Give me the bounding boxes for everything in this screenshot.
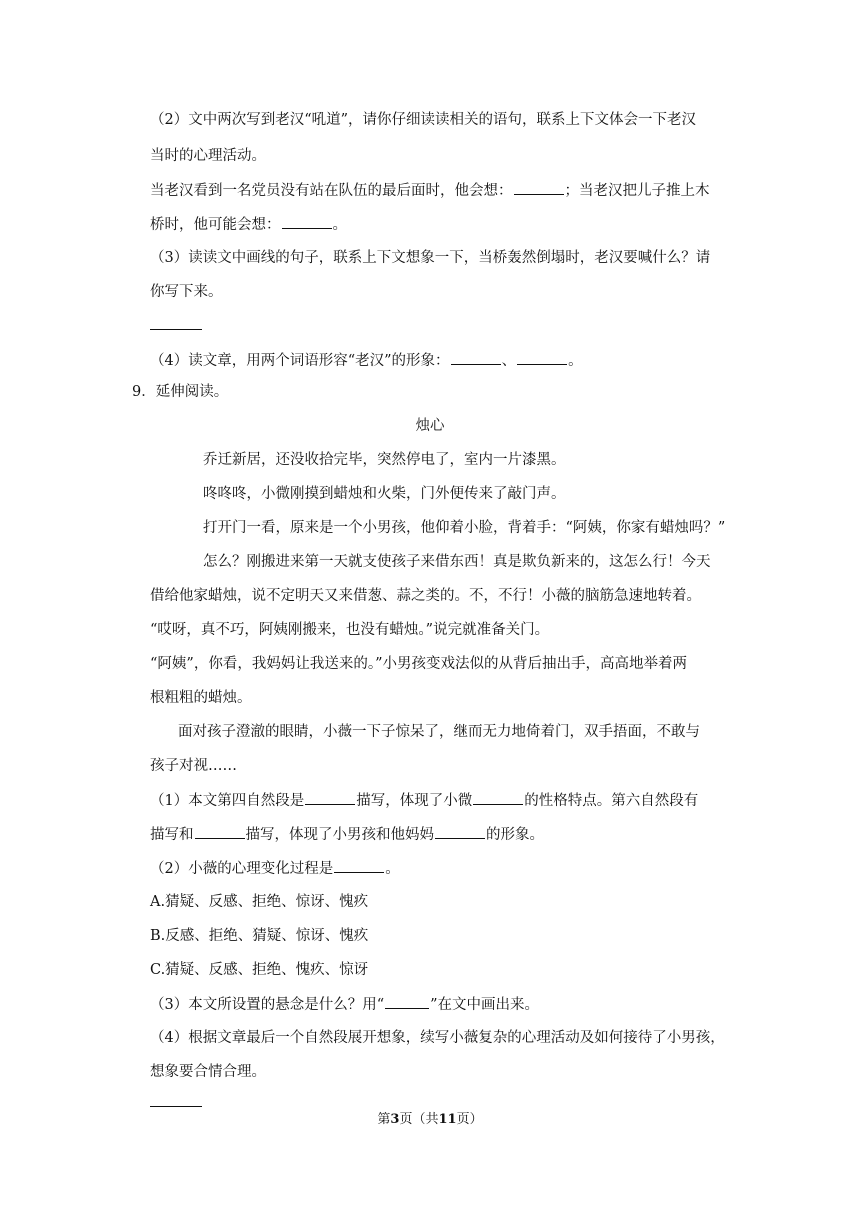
- passage-para5: “哎呀，真不巧，阿姨刚搬来，也没有蜡烛。”说完就准备关门。: [150, 622, 550, 638]
- passage-para3: 打开门一看，原来是一个小男孩，他仰着小脸，背着手：“阿姨，你家有蜡烛吗？”: [203, 520, 726, 536]
- option-c[interactable]: C.猜疑、反感、拒绝、愧疚、惊讶: [150, 962, 369, 978]
- q8-part2-line2: 当时的心理活动。: [150, 148, 266, 164]
- passage-para7-line1: 面对孩子澄澈的眼睛，小薇一下子惊呆了，继而无力地倚着门，双手捂面，不敢与: [178, 724, 700, 740]
- option-b[interactable]: B.反感、拒绝、猜疑、惊讶、愧疚: [150, 928, 369, 944]
- passage-para4-line1: 怎么？刚搬进来第一天就支使孩子来借东西！真是欺负新来的，这怎么行！今天: [203, 554, 711, 570]
- passage-para4-line2: 借给他家蜡烛，说不定明天又来借葱、蒜之类的。不，不行！小薇的脑筋急速地转着。: [150, 588, 701, 604]
- passage-para6-line1: “阿姨”，你看，我妈妈让我送来的。”小男孩变戏法似的从背后抽出手，高高地举着两: [150, 656, 687, 672]
- answer-line[interactable]: [150, 329, 202, 330]
- answer-blank[interactable]: [473, 790, 523, 805]
- answer-blank[interactable]: [195, 824, 245, 839]
- q8-part2-line4: 桥时，他可能会想： 。: [150, 214, 347, 235]
- q9-sub2: （2）小薇的心理变化过程是 。: [150, 858, 400, 879]
- q9-sub4-line1: （4）根据文章最后一个自然段展开想象，续写小薇复杂的心理活动及如何接待了小男孩，: [150, 1030, 725, 1046]
- passage-para7-line2: 孩子对视……: [150, 758, 237, 774]
- answer-blank[interactable]: [334, 858, 384, 873]
- underline-sample: [385, 994, 429, 1009]
- q9-header: 9．延伸阅读。: [132, 384, 229, 400]
- q8-part4: （4）读文章，用两个词语形容“老汉”的形象： 、 。: [150, 350, 583, 371]
- answer-line[interactable]: [150, 1106, 202, 1107]
- answer-blank[interactable]: [517, 350, 567, 365]
- answer-blank[interactable]: [305, 790, 355, 805]
- passage-para6-line2: 根粗粗的蜡烛。: [150, 690, 252, 706]
- q8-part3-line2: 你写下来。: [150, 284, 223, 300]
- q8-part3-line1: （3）读读文中画线的句子，联系上下文想象一下，当桥轰然倒塌时，老汉要喊什么？请: [150, 250, 711, 266]
- q9-sub3: （3）本文所设置的悬念是什么？用“ ”在文中画出来。: [150, 994, 539, 1015]
- passage-para2: 咚咚咚，小微刚摸到蜡烛和火柴，门外便传来了敲门声。: [203, 486, 566, 502]
- passage-title: 烛心: [415, 418, 445, 434]
- passage-para1: 乔迁新居，还没收拾完毕，突然停电了，室内一片漆黑。: [203, 452, 566, 468]
- option-a[interactable]: A.猜疑、反感、拒绝、惊讶、愧疚: [150, 894, 369, 910]
- answer-blank[interactable]: [282, 214, 332, 229]
- answer-blank[interactable]: [514, 180, 564, 195]
- q8-part2-line1: （2）文中两次写到老汉“吼道”，请你仔细读读相关的语句，联系上下文体会一下老汉: [150, 112, 697, 128]
- q9-sub1-line1: （1）本文第四自然段是 描写，体现了小微 的性格特点。第六自然段有: [150, 790, 698, 811]
- q9-sub4-line2: 想象要合情合理。: [150, 1064, 266, 1080]
- answer-blank[interactable]: [435, 824, 485, 839]
- q9-sub1-line2: 描写和 描写，体现了小男孩和他妈妈 的形象。: [150, 824, 544, 845]
- q8-part2-line3: 当老汉看到一名党员没有站在队伍的最后面时，他会想： ；当老汉把儿子推上木: [150, 180, 710, 201]
- answer-blank[interactable]: [451, 350, 501, 365]
- page-footer: 第3页（共11页）: [377, 1112, 483, 1127]
